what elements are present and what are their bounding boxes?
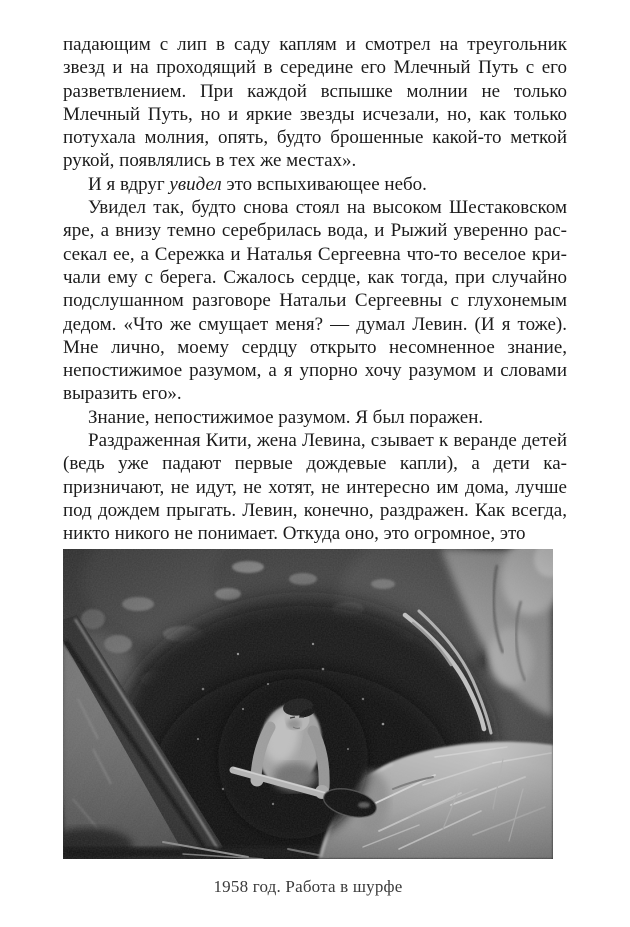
text-run-italic: увидел — [169, 173, 222, 195]
photo-caption: 1958 год. Работа в шурфе — [213, 876, 403, 896]
paragraph — [63, 429, 567, 545]
body-text — [63, 33, 567, 546]
text-run: падающим с лип в саду каплям и смотрел на треугольник звезд и на проходящий в середине его Млечный Путь с его разветвлением. При каждой вспышке молнии не только Млечный Путь, но и яркие звезды исчезали, но, как только потухала молния, опять, будто брошенные какой-то меткой рукой, появлялись в тех же местах». — [63, 34, 567, 172]
paragraph — [63, 33, 567, 173]
text-run: Раздраженная Кити, жена Левина, сзывает к веранде детей (ведь уже падают первые дождевые капли), а дети капризничают, не идут, не хотят, не интересно им дома, лучше под дождем прыгать. Левин, конечно, раздражен. Как всегда, никто никого не понимает. Откуда оно, это огромное, это — [63, 430, 567, 545]
paragraph — [63, 406, 567, 429]
film-grain — [63, 549, 553, 859]
photo-figure — [63, 549, 553, 897]
photo-shaft-work — [63, 549, 553, 859]
text-run: Увидел так, будто снова стоял на высоком Шестаковском яре, а внизу темно серебрилась вода, и Рыжий уверенно рассекал ее, а Сережка и Наталья Сергеевна что-то веселое кричали ему с берега. Сжалось сердце, как тогда, при случайно подслушанном разговоре Натальи Сергеевны с глухонемым дедом. «Что же смущает меня? — думал Левин. (И я тоже). Мне лично, моему сердцу открыто несомненное знание, непостижимое разумом, а я упорно хочу разумом и словами выразить его». — [63, 197, 567, 405]
text-run: И я вдруг — [88, 173, 170, 195]
paragraph — [63, 196, 567, 406]
text-run: Знание, непостижимое разумом. Я был поражен. — [88, 406, 484, 428]
shaft-photo-illustration — [63, 549, 553, 859]
text-run: это вспыхивающее небо. — [221, 173, 427, 195]
paragraph — [63, 173, 567, 196]
